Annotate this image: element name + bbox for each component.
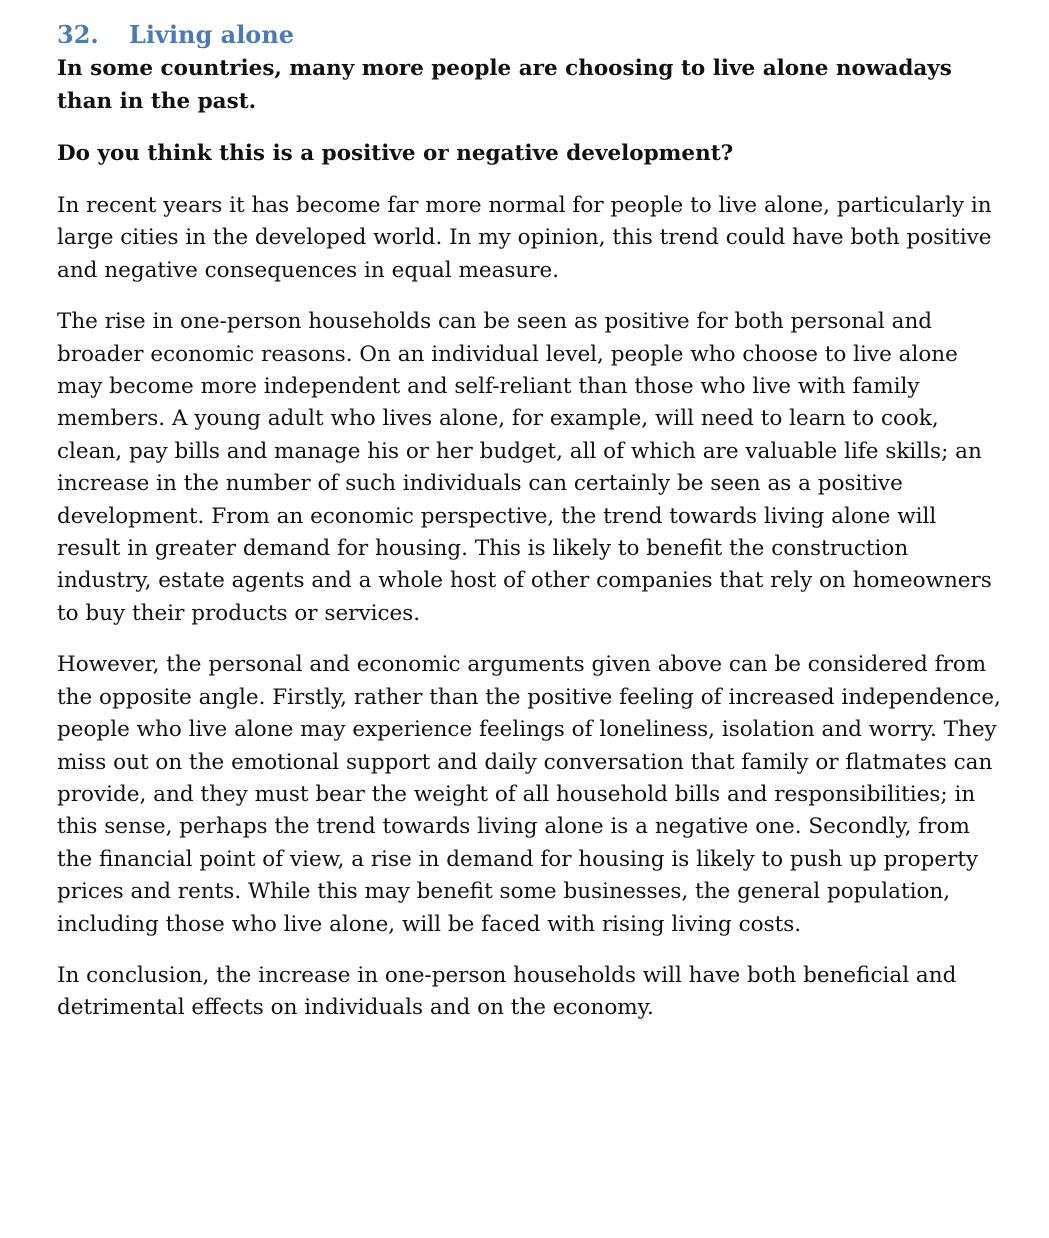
- document-page: [57, 18, 1002, 1025]
- section-title: Living alone: [129, 20, 295, 49]
- prompt-statement: In some countries, many more people are choosing to live alone nowadays than in the past.: [57, 56, 952, 114]
- section-heading: [57, 18, 1002, 52]
- essay-body-negative: However, the personal and economic arguments given above can be considered from the opposite angle. Firstly, rather than the positive feeling of increased independence, people who live alone may experience feelings of loneliness, isolation and worry. They miss out on the emotional support and daily conversation that family or flatmates can provide, and they must bear the weight of all household bills and responsibilities; in this sense, perhaps the trend towards living alone is a negative one. Secondly, from the financial point of view, a rise in demand for housing is likely to push up property prices and rents. While this may benefit some businesses, the general population, including those who live alone, will be faced with rising living costs.: [57, 652, 1001, 937]
- essay-introduction: In recent years it has become far more normal for people to live alone, particularly in large cities in the developed world. In my opinion, this trend could have both positive and negative consequences in equal measure.: [57, 193, 992, 283]
- essay-body-positive: The rise in one-person households can be seen as positive for both personal and broader economic reasons. On an individual level, people who choose to live alone may become more independent and self-reliant than those who live with family members. A young adult who lives alone, for example, will need to learn to cook, clean, pay bills and manage his or her budget, all of which are valuable life skills; an increase in the number of such individuals can certainly be seen as a positive development. From an economic perspective, the trend towards living alone will result in greater demand for housing. This is likely to benefit the construction industry, estate agents and a whole host of other companies that rely on homeowners to buy their products or services.: [57, 309, 992, 626]
- section-number: 32.: [57, 20, 99, 49]
- essay-conclusion: In conclusion, the increase in one-person households will have both beneficial and detrimental effects on individuals and on the economy.: [57, 962, 957, 1021]
- prompt-question: Do you think this is a positive or negative development?: [57, 141, 734, 166]
